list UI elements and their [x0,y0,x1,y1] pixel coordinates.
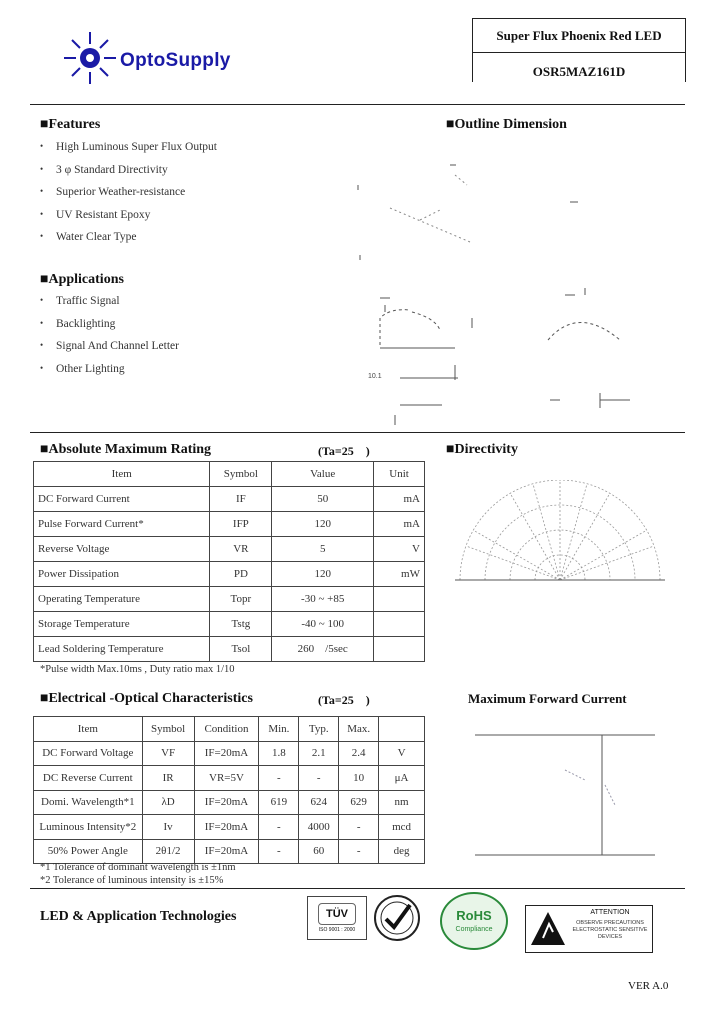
table-row: Reverse Voltage VR 5 V [34,537,425,562]
applications-list [40,295,179,385]
outline-drawing [350,150,650,450]
list-item: • Signal And Channel Letter [40,340,179,363]
top-rule [30,104,685,105]
version-label: VER A.0 [628,980,669,992]
table-row: DC Forward Current IF 50 mA [34,487,425,512]
table-header-row: Item Symbol Condition Min. Typ. Max. [34,717,425,742]
list-item: • Superior Weather-resistance [40,186,217,209]
rohs-badge [440,892,508,950]
table-row: DC Forward Voltage VF IF=20mA 1.8 2.1 2.4 V [34,741,425,766]
table-row: Luminous Intensity*2 Iv IF=20mA - 4000 - mcd [34,815,425,840]
list-item: • Other Lighting [40,363,179,386]
eoc-title: ■Electrical -Optical Characteristics [40,691,253,706]
table-row: Domi. Wavelength*1 λD IF=20mA 619 624 629 nm [34,790,425,815]
directivity-title: ■Directivity [446,442,518,457]
sun-icon [62,30,118,86]
list-item: • High Luminous Super Flux Output [40,141,217,164]
table-row: Pulse Forward Current* IFP 120 mA [34,512,425,537]
footer-rule [30,888,685,889]
mfc-chart [470,730,670,860]
part-number: OSR5MAZ161D [532,64,626,79]
compliance-seal-icon [372,893,422,943]
eoc-note-1: *1 Tolerance of dominant wavelength is ±1nm [40,862,236,873]
table-row: Lead Soldering Temperature Tsol 260 /5sec [34,637,425,662]
rohs-label: RoHS [456,908,492,923]
dim-label: 10.1 [368,373,382,380]
amr-condition: (Ta=25 ) [318,444,370,458]
table-row: 50% Power Angle 2θ1/2 IF=20mA - 60 - deg [34,839,425,864]
outline-title: ■Outline Dimension [446,117,567,132]
esd-warning-icon [529,910,567,948]
mid-rule [30,432,685,433]
eoc-table [33,716,425,864]
features-title: ■Features [40,117,101,132]
attention-title: ATTENTION [590,909,630,916]
header-box [472,18,686,82]
mfc-title: Maximum Forward Current [468,691,627,706]
rohs-sub: Compliance [455,926,493,933]
features-list [40,141,217,254]
amr-table [33,461,425,662]
brand-name: OptoSupply [120,50,231,71]
iso-label: ISO 9001 : 2000 [318,927,356,933]
directivity-chart [450,480,670,590]
table-row: Power Dissipation PD 120 mW [34,562,425,587]
list-item: • Backlighting [40,318,179,341]
list-item: • UV Resistant Epoxy [40,209,217,232]
eoc-note-2: *2 Tolerance of luminous intensity is ±15% [40,875,224,886]
amr-note: *Pulse width Max.10ms , Duty ratio max 1/10 [40,664,235,675]
esd-attention-box [525,905,653,953]
eoc-condition: (Ta=25 ) [318,693,370,707]
list-item: • Water Clear Type [40,231,217,254]
table-row: Operating Temperature Topr -30 ~ +85 [34,587,425,612]
amr-title: ■Absolute Maximum Rating [40,442,212,457]
attention-text: OBSERVE PRECAUTIONS ELECTROSTATIC SENSITIVE DEVICES [572,920,648,940]
list-item: • 3 φ Standard Directivity [40,164,217,187]
product-title: Super Flux Phoenix Red LED [496,28,662,43]
company-name: LED & Application Technologies [40,909,237,924]
table-header-row: Item Symbol Value Unit [34,462,425,487]
applications-title: ■Applications [40,272,124,287]
list-item: • Traffic Signal [40,295,179,318]
table-row: DC Reverse Current IR VR=5V - - 10 μA [34,766,425,791]
table-row: Storage Temperature Tstg -40 ~ 100 [34,612,425,637]
tuv-certification-logo: TÜV ISO 9001 : 2000 [307,896,367,940]
